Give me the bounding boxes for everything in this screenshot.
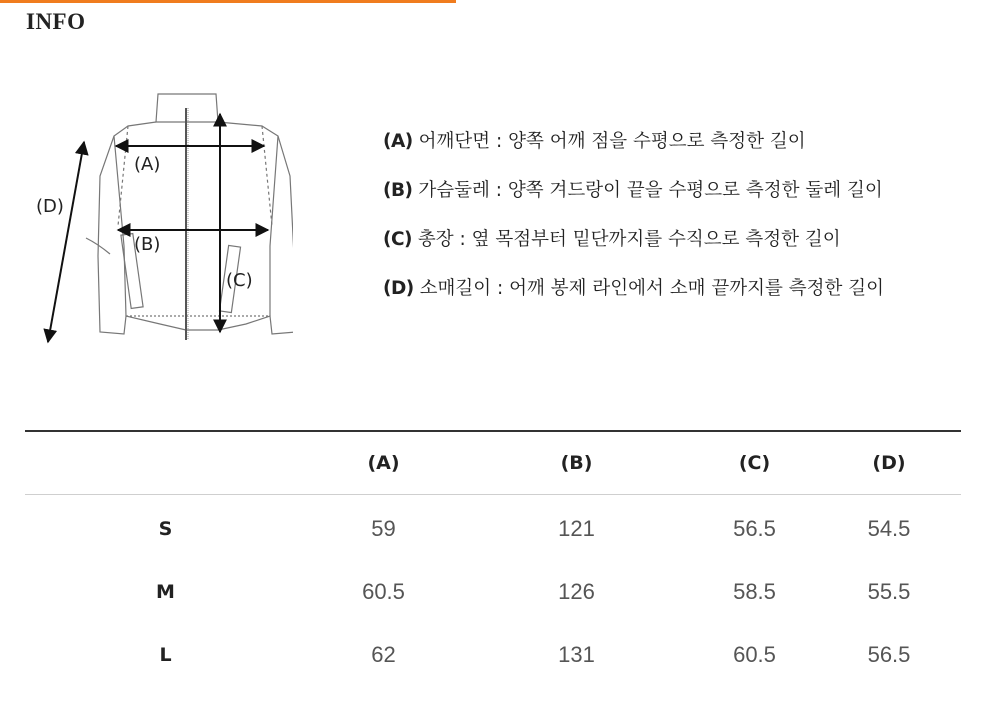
legend-key: (A) [383,131,413,152]
diagram-label-a: (A) [134,154,161,175]
size-chart-table [25,430,961,686]
diagram-label-c: (C) [226,270,253,291]
legend-item-d [383,271,884,320]
table-cell: 126 [558,578,595,604]
jacket-measurement-diagram [28,86,293,354]
legend-text: 소매길이 : 어깨 봉제 라인에서 소매 끝까지를 측정한 길이 [419,278,884,299]
column-header-c: (C) [692,431,817,495]
legend-text: 어깨단면 : 양쪽 어깨 점을 수평으로 측정한 길이 [418,131,806,152]
measurement-legend [383,124,884,320]
table-cell: 60.5 [733,641,776,667]
measure-d-line [48,142,84,342]
table-cell: 59 [371,515,396,541]
table-cell: 131 [558,641,595,667]
table-cell: 62 [371,641,396,667]
legend-item-a [383,124,884,173]
column-header-b: (B) [461,431,692,495]
table-cell: 58.5 [733,578,776,604]
jacket-outline [86,94,293,340]
table-row [25,560,961,623]
size-label: L [159,643,172,666]
table-cell: 56.5 [867,641,911,667]
size-label: S [158,517,173,540]
table-row [25,623,961,686]
table-cell: 54.5 [867,515,911,541]
table-cell: 60.5 [362,578,405,604]
legend-key: (C) [383,229,412,250]
table-row [25,495,961,561]
section-title: INFO [26,9,86,34]
legend-text: 가슴둘레 : 양쪽 겨드랑이 끝을 수평으로 측정한 둘레 길이 [418,180,883,201]
legend-key: (D) [383,278,414,299]
column-header-a: (A) [306,431,461,495]
diagram-label-b: (B) [134,234,161,255]
table-header-row [25,431,961,495]
column-header-d: (D) [817,431,961,495]
legend-key: (B) [383,180,413,201]
table-cell: 121 [558,515,595,541]
table-cell: 55.5 [867,578,911,604]
size-label: M [156,580,175,603]
table-cell: 56.5 [733,515,776,541]
diagram-label-d: (D) [36,196,64,217]
column-header-size [25,431,306,495]
section-accent-bar [0,0,456,3]
legend-item-b [383,173,884,222]
legend-text: 총장 : 옆 목점부터 밑단까지를 수직으로 측정한 길이 [417,229,841,250]
legend-item-c [383,222,884,271]
